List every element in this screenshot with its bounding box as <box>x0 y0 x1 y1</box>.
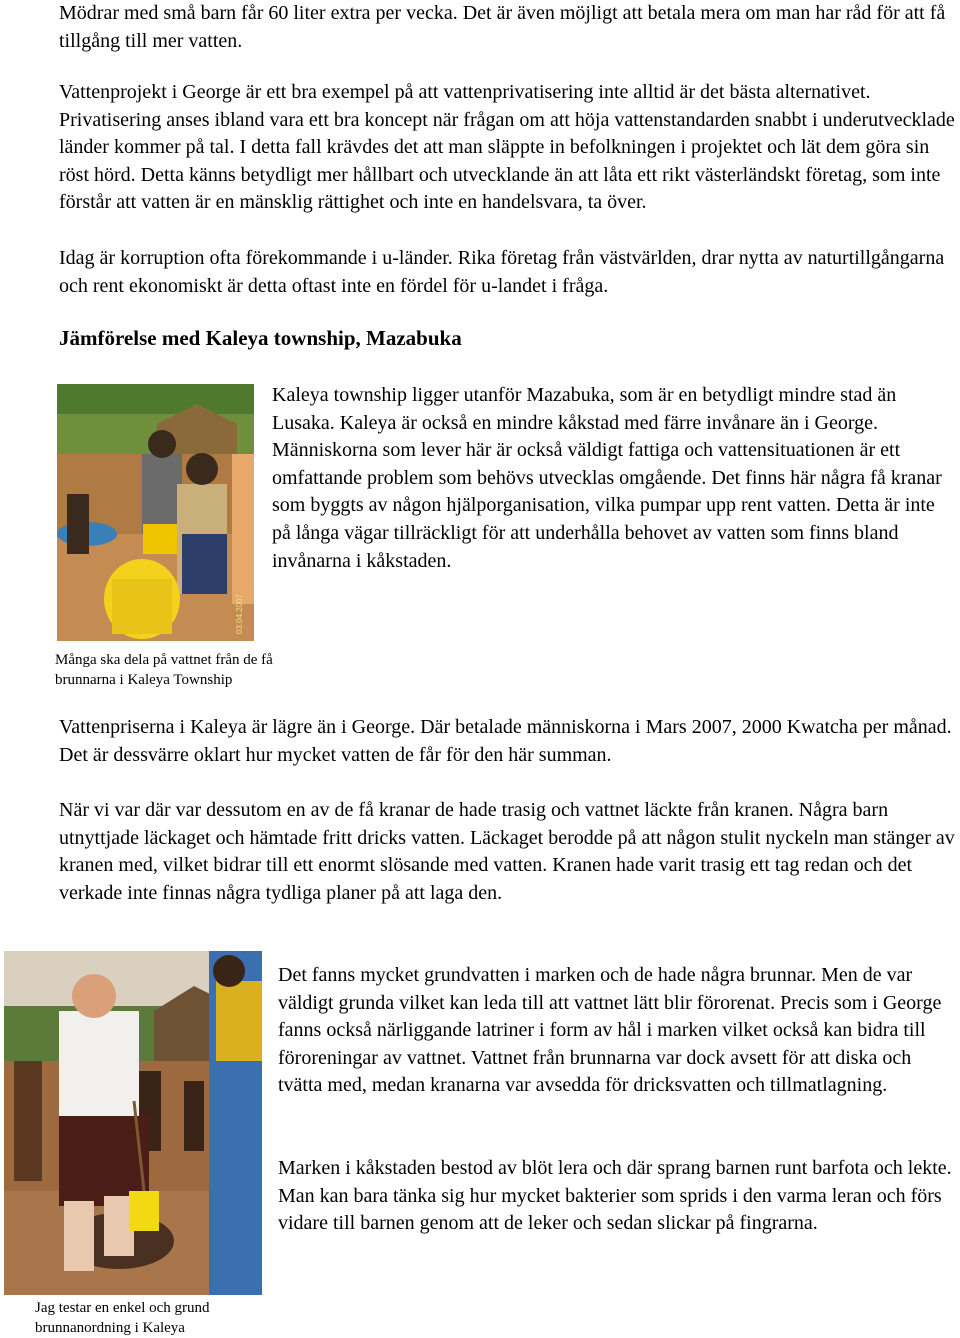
paragraph-mothers: Mödrar med små barn får 60 liter extra per vecka. Det är även möjligt att betala mera om man har råd för att få tillgång till mer vatten. <box>59 2 946 52</box>
paragraph-kaleya-intro: Kaleya township ligger utanför Mazabuka, som är en betydligt mindre stad än Lusaka. Kaleya är också en mindre kåkstad med färre invånare än i George. Människorna som lever här är också väldigt fattiga och vattensituationen är ett omfattande problem som behövs utvecklas omgående. Det finns här några få kranar som byggts av någon hjälporganisation, vilka pumpar upp rent vatten. Detta är inte på långa vägar tillräckligt för att underhålla behovet av vatten som finns bland invånarna i kåkstaden. <box>272 384 942 572</box>
well-testing-photo <box>4 951 262 1295</box>
photo-date-stamp: 03.04.2007 <box>235 593 244 634</box>
paragraph-water-prices: Vattenpriserna i Kaleya är lägre än i George. Där betalade människorna i Mars 2007, 2000 Kwatcha per månad. Det är dessvärre oklart hur mycket vatten de får för den här summan. <box>59 716 952 766</box>
paragraph-george-project: Vattenprojekt i George är ett bra exempel på att vattenprivatisering inte alltid är det bästa alternativet. Privatisering anses ibland vara ett bra koncept när frågan om att höja vattenstandarden snabbt i underutvecklade länder kommer på tal. I detta fall krävdes det att man släppte in befolkningen i projektet och lät dem göra sin röst hörd. Detta känns betydligt mer hållbart och utvecklande än att låta ett rikt västerländskt företag, som inte förstår att vatten är en mänsklig rättighet och inte en handelsvara, ta över. <box>59 81 955 214</box>
photo-caption-children: Många ska dela på vattnet från de få brunnarna i Kaleya Township <box>55 652 273 688</box>
photo-caption-well: Jag testar en enkel och grund brunnanordning i Kaleya <box>35 1300 210 1336</box>
section-heading: Jämförelse med Kaleya township, Mazabuka <box>59 326 462 350</box>
paragraph-corruption: Idag är korruption ofta förekommande i u-länder. Rika företag från västvärlden, drar nytta av naturtillgångarna och rent ekonomiskt är detta oftast inte en fördel för u-landet i fråga. <box>59 247 945 297</box>
paragraph-groundwater: Det fanns mycket grundvatten i marken och de hade några brunnar. Men de var väldigt grunda vilket kan leda till att vattnet lätt blir förorenat. Precis som i George fanns också närliggande latriner i form av hål i marken vilket också kan bidra till föroreningar av vattnet. Vattnet från brunnarna var dock avsett för att diska och tvätta med, medan kranarna var avsedda för dricksvatten och tillmatlagning. <box>278 964 942 1097</box>
paragraph-mud-bacteria: Marken i kåkstaden bestod av blöt lera och där sprang barnen runt barfota och lekte. Man kan bara tänka sig hur mycket bakterier som sprids i den varma leran och förs vidare till barnen genom att de leker och sedan slickar på fingrarna. <box>278 1157 952 1235</box>
paragraph-broken-tap: När vi var där var dessutom en av de få kranar de hade trasig och vattnet läckte från kranen. Några barn utnyttjade läckaget och hämtade fritt dricks vatten. Läckaget berodde på att någon stulit nyckeln man stänger av kranen med, vilket bidrar till ett enormt slösande med vatten. Kranen hade varit trasig ett tag redan och det verkade inte finnas några tydliga planer på att laga den. <box>59 799 955 904</box>
kaleya-children-photo <box>57 384 254 641</box>
